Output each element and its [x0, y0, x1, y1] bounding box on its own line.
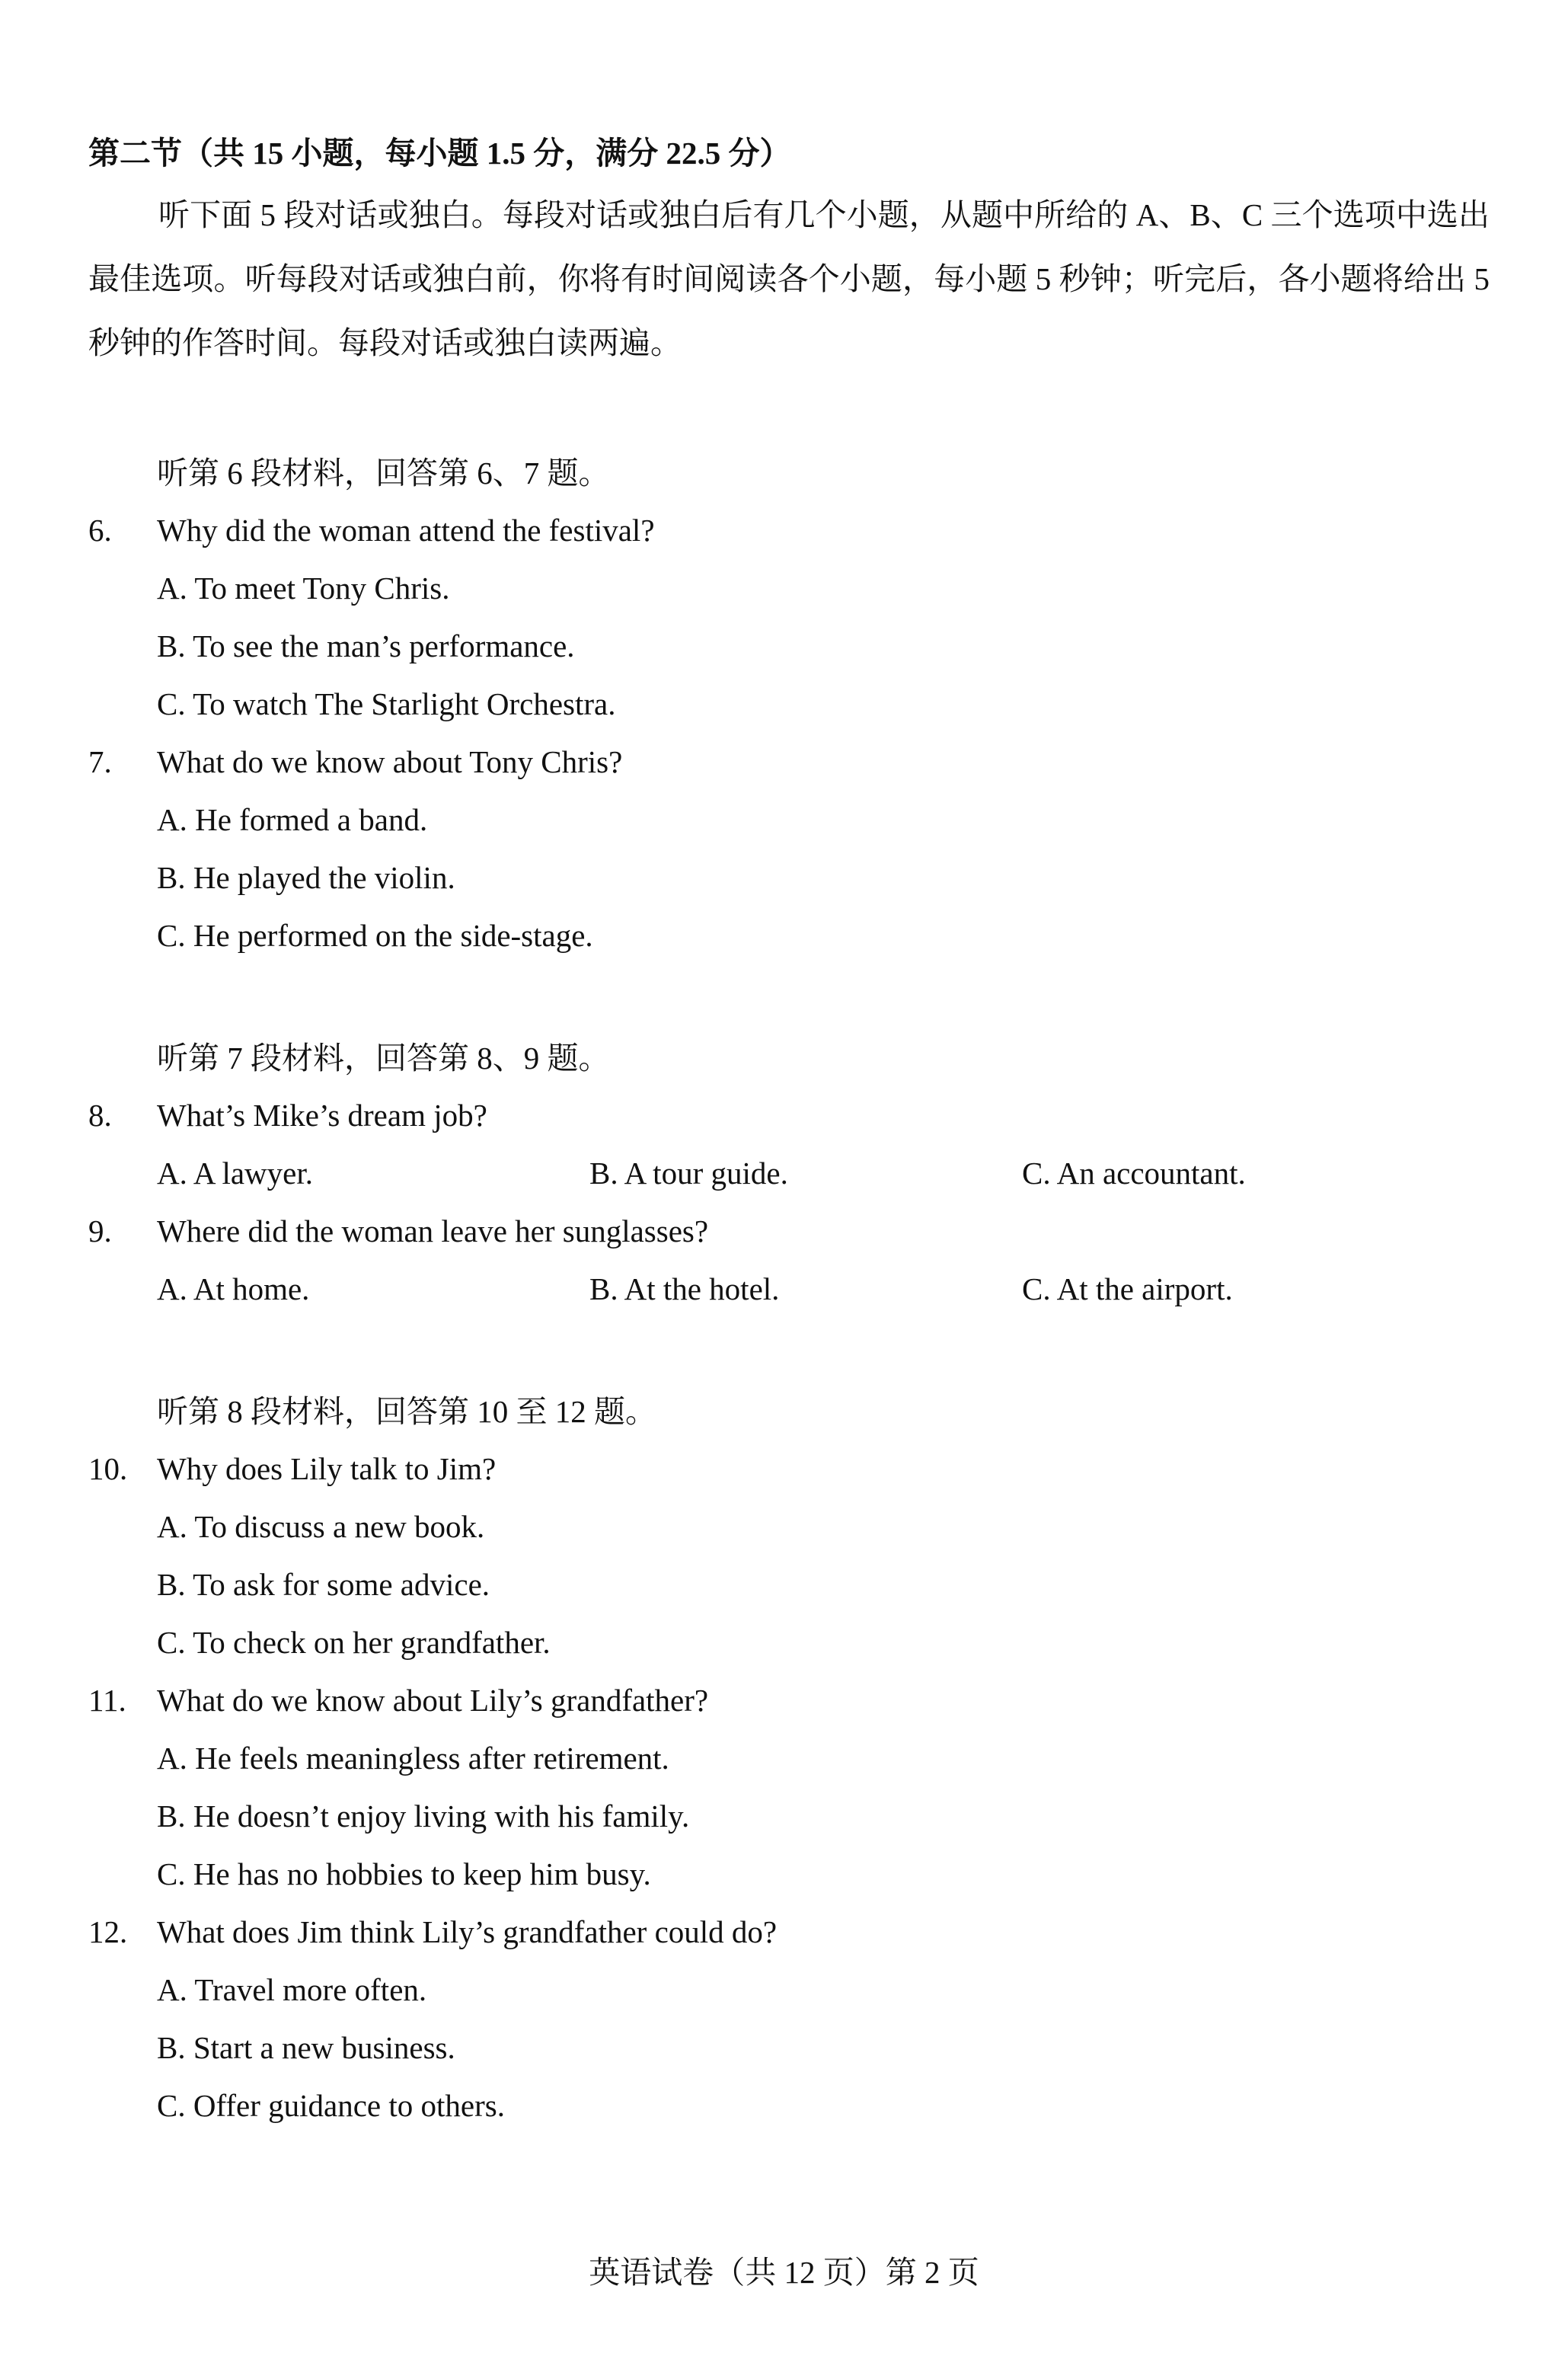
option-c: C. To check on her grandfather.	[157, 1625, 551, 1660]
question-7	[88, 743, 622, 780]
section-title: 第二节（共 15 小题，每小题 1.5 分，满分 22.5 分）	[88, 136, 791, 171]
option-b: B. Start a new business.	[157, 2030, 455, 2065]
option-b: B. A tour guide.	[589, 1156, 788, 1191]
question-text: What do we know about Tony Chris?	[157, 744, 623, 779]
block-heading: 听第 8 段材料，回答第 10 至 12 题。	[157, 1394, 656, 1429]
option-b: B. To see the man’s performance.	[157, 628, 575, 663]
question-8	[88, 1097, 487, 1133]
question-number: 9.	[88, 1213, 112, 1249]
question-text: What’s Mike’s dream job?	[157, 1098, 487, 1133]
option-b: B. To ask for some advice.	[157, 1567, 490, 1602]
option-c: C. Offer guidance to others.	[157, 2088, 505, 2123]
question-12	[88, 1914, 777, 1950]
option-a: A. A lawyer.	[157, 1156, 313, 1191]
option-c: C. He has no hobbies to keep him busy.	[157, 1856, 651, 1891]
question-number: 8.	[88, 1098, 112, 1133]
option-b: B. He doesn’t enjoy living with his family.	[157, 1798, 690, 1834]
option-c: C. He performed on the side-stage.	[157, 918, 593, 953]
page-footer: 英语试卷（共 12 页）第 2 页	[589, 2255, 979, 2290]
question-text: Why did the woman attend the festival?	[157, 513, 655, 548]
option-a: A. Travel more often.	[157, 1972, 427, 2007]
option-a: A. To meet Tony Chris.	[157, 571, 450, 606]
option-b: B. He played the violin.	[157, 860, 455, 895]
block-heading: 听第 7 段材料，回答第 8、9 题。	[157, 1041, 610, 1076]
option-c: C. To watch The Starlight Orchestra.	[157, 686, 616, 721]
question-6	[88, 512, 655, 548]
question-text: Why does Lily talk to Jim?	[157, 1451, 497, 1486]
question-text: What do we know about Lily’s grandfather?	[157, 1683, 709, 1718]
question-9	[88, 1213, 708, 1249]
option-c: C. At the airport.	[1022, 1271, 1233, 1306]
option-a: A. He feels meaningless after retirement.	[157, 1741, 669, 1776]
option-a: A. At home.	[157, 1271, 310, 1306]
question-10	[88, 1450, 496, 1487]
section-instructions: 听下面 5 段对话或独白。每段对话或独白后有几个小题，从题中所给的 A、B、C 三个选项中选出最佳选项。听每段对话或独白前，你将有时间阅读各个小题，每小题 5 秒钟；听完后，各小题将给出 5 秒钟的作答时间。每段对话或独白读两遍。	[88, 197, 1490, 360]
option-a: A. To discuss a new book.	[157, 1509, 485, 1544]
question-text: Where did the woman leave her sunglasses?	[157, 1213, 709, 1249]
question-text: What does Jim think Lily’s grandfather could do?	[157, 1914, 778, 1949]
question-11	[88, 1682, 708, 1719]
question-number: 10.	[88, 1451, 128, 1486]
option-b: B. At the hotel.	[589, 1271, 780, 1306]
block-heading: 听第 6 段材料，回答第 6、7 题。	[157, 456, 610, 491]
option-c: C. An accountant.	[1022, 1156, 1246, 1191]
question-number: 12.	[88, 1914, 128, 1949]
question-number: 11.	[88, 1683, 126, 1718]
question-number: 7.	[88, 744, 112, 779]
question-number: 6.	[88, 513, 112, 548]
option-a: A. He formed a band.	[157, 802, 428, 837]
